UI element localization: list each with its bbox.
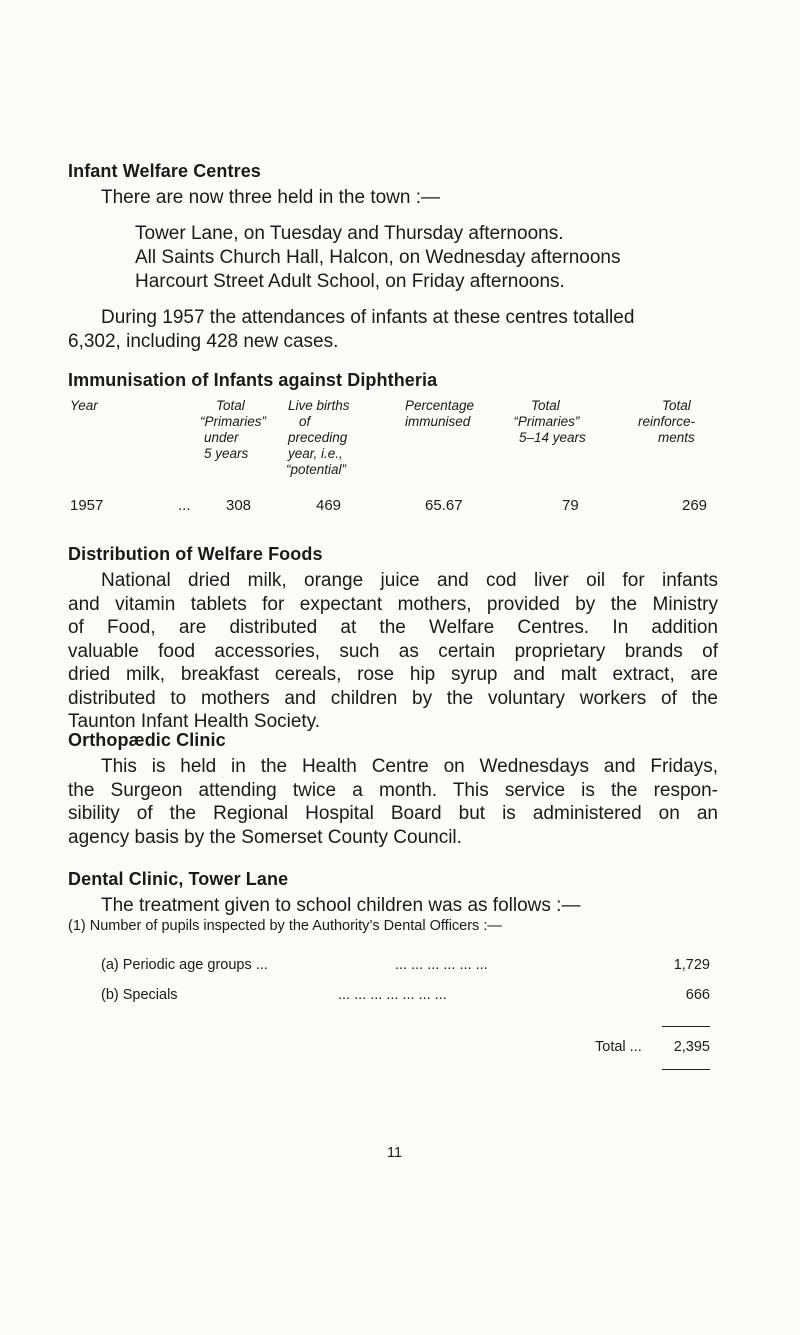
column-header-percentage: Percentage immunised xyxy=(405,398,475,429)
welfare-foods-paragraph: National dried milk, orange juice and cod liver oil for infants and vitamin tablets for expectant mothers, provided by the Ministry of Food, are distributed at the Welfare Centres. In addition valuable food accessories, such as certain proprietary brands of dried milk, breakfast cereals, rose hip syrup and malt extract, are distributed to mothers and children by the voluntary workers of the Taunton Infant Health Society. xyxy=(68,570,718,732)
column-header-live-births: Live births of preceding year, i.e., “potential” xyxy=(286,398,350,477)
row-total-primaries-5-14: 79 xyxy=(562,497,579,514)
attendance-line: 6,302, including 428 new cases. xyxy=(68,331,339,352)
row-percentage: 65.67 xyxy=(425,497,463,514)
centre-item: Tower Lane, on Tuesday and Thursday afternoons. xyxy=(135,223,564,244)
page-number: 11 xyxy=(387,1145,403,1161)
dental-row-label: (a) Periodic age groups ... xyxy=(101,957,268,973)
subtotal-rule xyxy=(662,1026,710,1027)
section-heading-dental: Dental Clinic, Tower Lane xyxy=(68,869,289,889)
welfare-centres-intro: There are now three held in the town :— xyxy=(101,187,441,208)
dental-row-value: 666 xyxy=(685,987,710,1003)
dental-total-label: Total ... xyxy=(595,1039,642,1055)
column-header-total-primaries: Total “Primaries” under 5 years xyxy=(200,398,266,461)
centre-item: All Saints Church Hall, Halcon, on Wednesday afternoons xyxy=(135,247,621,268)
section-heading-orthopaedic: Orthopædic Clinic xyxy=(68,730,226,750)
column-header-total-primaries-5-14: Total “Primaries” 5–14 years xyxy=(513,398,586,445)
row-dots: ... xyxy=(178,497,191,514)
column-header-total-reinforcements: Total reinforce- ments xyxy=(638,398,696,445)
orthopaedic-paragraph: This is held in the Health Centre on Wednesdays and Fridays, the Surgeon attending twice a month. This service is the respon- sibility of the Regional Hospital Board but is administered on an agency basis by the Somerset County Council. xyxy=(68,756,718,848)
total-rule xyxy=(662,1069,710,1070)
dental-row-label: (b) Specials xyxy=(101,987,178,1003)
dental-intro: The treatment given to school children was as follows :— xyxy=(101,895,581,916)
row-year: 1957 xyxy=(70,497,104,514)
section-heading-immunisation: Immunisation of Infants against Diphtheria xyxy=(68,370,438,390)
centre-item: Harcourt Street Adult School, on Friday afternoons. xyxy=(135,271,565,292)
column-header-year: Year xyxy=(70,398,98,413)
section-heading-welfare-centres: Infant Welfare Centres xyxy=(68,161,261,181)
row-total-primaries: 308 xyxy=(226,497,252,514)
dental-row-dots: ... ... ... ... ... ... xyxy=(395,957,488,973)
dental-row-value: 1,729 xyxy=(673,957,710,973)
section-heading-welfare-foods: Distribution of Welfare Foods xyxy=(68,544,323,564)
attendance-line: During 1957 the attendances of infants at these centres totalled xyxy=(101,307,635,328)
dental-item-1: (1) Number of pupils inspected by the Authority’s Dental Officers :— xyxy=(68,918,502,934)
row-live-births: 469 xyxy=(316,497,342,514)
dental-total-value: 2,395 xyxy=(673,1039,710,1055)
row-total-reinforcements: 269 xyxy=(682,497,708,514)
dental-row-dots: ... ... ... ... ... ... ... xyxy=(338,987,447,1003)
